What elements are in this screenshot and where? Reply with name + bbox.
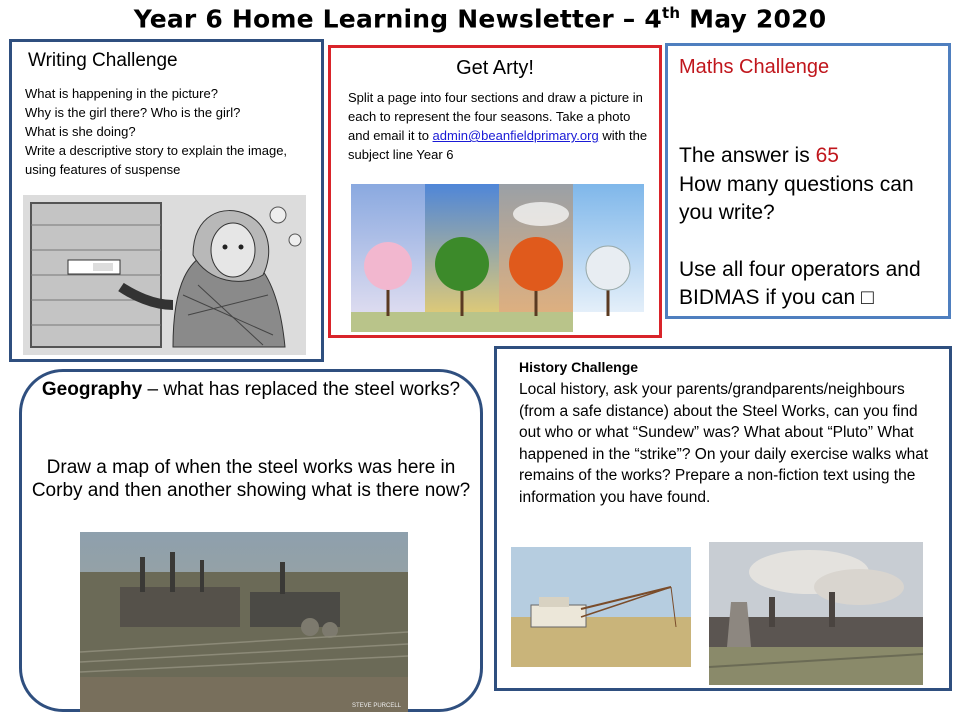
- writing-challenge-panel: [9, 39, 324, 362]
- title-superscript: th: [661, 4, 681, 22]
- girl-sketch-image: [23, 195, 306, 355]
- geography-body: Draw a map of when the steel works was here in Corby and then another showing what is there now?: [31, 457, 471, 501]
- maths-answer-line: [679, 142, 949, 171]
- maths-challenge-panel: [665, 43, 951, 319]
- writing-line: Write a descriptive story to explain the image, using features of suspense: [25, 143, 288, 177]
- geography-heading: [22, 378, 480, 401]
- writing-line: What is she doing?: [25, 124, 136, 139]
- geography-question: – what has replaced the steel works?: [142, 379, 461, 400]
- steelworks-photo: [709, 542, 923, 685]
- history-challenge-panel: [494, 346, 952, 691]
- maths-text: [679, 142, 949, 313]
- writing-prompts: [25, 84, 315, 179]
- steelworks-aerial-photo: [80, 532, 408, 712]
- photo-credit: STEVE PURCELL: [352, 703, 402, 709]
- get-arty-panel: [328, 45, 662, 338]
- excavator-photo: [511, 547, 691, 667]
- arty-text-1: Split a page into four sections and draw a picture in each to represent the four seasons. Take a photo and email it to: [348, 90, 643, 143]
- writing-heading: Writing Challenge: [28, 50, 178, 71]
- email-link[interactable]: admin@beanfieldprimary.org: [432, 128, 599, 143]
- answer-value: 65: [815, 144, 839, 167]
- arty-text-2: with the subject line Year 6: [348, 128, 648, 162]
- title-main: Year 6 Home Learning Newsletter – 4: [133, 4, 662, 34]
- maths-question-line: How many questions can you write?: [679, 172, 914, 224]
- history-heading: History Challenge: [519, 359, 639, 375]
- history-body: Local history, ask your parents/grandparents/neighbours (from a safe distance) about the Steel Works, can you find out who or what “Sundew” was? What about “Pluto” What happened in the “strike”? On your daily exercise walks what remains of the works? Prepare a non-fiction text using the information you have found.: [519, 381, 929, 506]
- geography-panel: [19, 369, 483, 712]
- newsletter-title: [0, 4, 960, 33]
- writing-line: Why is the girl there? Who is the girl?: [25, 105, 241, 120]
- arty-instructions: [348, 88, 653, 164]
- four-seasons-image: [351, 184, 644, 332]
- arty-heading: Get Arty!: [456, 57, 534, 79]
- writing-line: What is happening in the picture?: [25, 86, 218, 101]
- maths-heading: Maths Challenge: [679, 56, 830, 78]
- title-end: May 2020: [680, 4, 827, 34]
- maths-operators-line: Use all four operators and BIDMAS if you can □: [679, 257, 921, 309]
- answer-prefix: The answer is: [679, 144, 816, 167]
- geography-label: Geography: [41, 379, 143, 400]
